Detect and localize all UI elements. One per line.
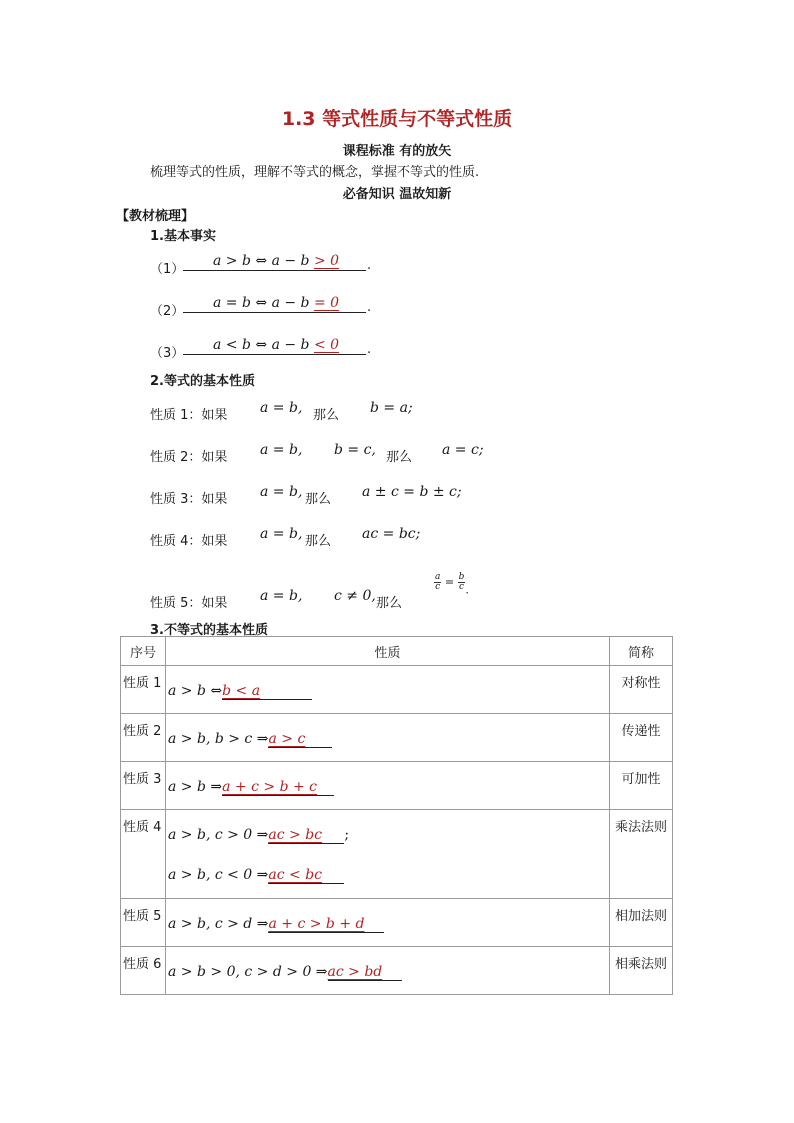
- property-name: 相乘法则: [610, 947, 673, 995]
- property-answer: ac > bc: [268, 827, 323, 843]
- property-name: 可加性: [610, 762, 673, 810]
- column-header: 序号: [121, 637, 166, 666]
- equality-premise: a = b,: [260, 484, 303, 500]
- property-id: 性质 5: [121, 899, 166, 947]
- table-row: [121, 947, 673, 995]
- equality-label: 性质 4：如果: [150, 534, 228, 549]
- equality-premise: b = c,: [334, 442, 376, 458]
- equality-then: 那么: [376, 596, 403, 611]
- standard-heading: 课程标准 有的放矢: [342, 144, 452, 159]
- property-cell: a > b > 0, c > d > 0 ⇒ac > bd: [166, 947, 610, 995]
- fact-answer: > 0: [313, 253, 340, 269]
- property-id: 性质 3: [121, 762, 166, 810]
- table-row: [121, 762, 673, 810]
- inequality-heading: 3.不等式的基本性质: [150, 623, 268, 638]
- column-header: 简称: [610, 637, 673, 666]
- property-id: 性质 4: [121, 810, 166, 899]
- equality-conclusion: a ± c = b ± c;: [362, 484, 462, 500]
- table-row: [121, 810, 673, 899]
- fact-expression: a < b ⇔ a − b < 0: [213, 337, 340, 353]
- property-answer: ac < bc: [268, 867, 323, 883]
- standard-text: 梳理等式的性质，理解不等式的概念，掌握不等式的性质.: [150, 165, 480, 180]
- equality-label: 性质 1：如果: [150, 408, 228, 423]
- equality-then: 那么: [305, 492, 332, 507]
- equality-premise: a = b,: [260, 588, 303, 604]
- equality-label: 性质 3：如果: [150, 492, 228, 507]
- table-row: [121, 899, 673, 947]
- property-name: 传递性: [610, 714, 673, 762]
- equality-then: 那么: [305, 534, 332, 549]
- equality-then: 那么: [386, 450, 413, 465]
- property-cell: a > b, c > d ⇒a + c > b + d: [166, 899, 610, 947]
- fact-end: .: [367, 342, 372, 357]
- page-title: 1.3 等式性质与不等式性质: [281, 108, 513, 130]
- equality-then: 那么: [313, 408, 340, 423]
- table-row: [121, 714, 673, 762]
- section-label: 【教材梳理】: [116, 209, 195, 224]
- equality-premise: a = b,: [260, 400, 303, 416]
- answer-blank: [183, 270, 366, 271]
- fact-end: .: [367, 300, 372, 315]
- property-cell: a > b ⇔b < a: [166, 666, 610, 714]
- equality-conclusion: ac = bc;: [362, 526, 421, 542]
- answer-blank: [183, 312, 366, 313]
- property-id: 性质 6: [121, 947, 166, 995]
- equality-premise: a = b,: [260, 526, 303, 542]
- property-name: 乘法法则: [610, 810, 673, 899]
- fact-number: （2）: [150, 304, 185, 319]
- equality-heading: 2.等式的基本性质: [150, 374, 255, 389]
- property-name: 相加法则: [610, 899, 673, 947]
- equality-label: 性质 2：如果: [150, 450, 228, 465]
- property-cell: a > b, b > c ⇒a > c: [166, 714, 610, 762]
- table-header-row: [121, 637, 673, 666]
- inequality-properties-table: [120, 636, 673, 995]
- fact-answer: < 0: [313, 337, 340, 353]
- column-header: 性质: [166, 637, 610, 666]
- fact-answer: = 0: [313, 295, 340, 311]
- fact-expression: a > b ⇔ a − b > 0: [213, 253, 340, 269]
- equality-premise: a = b,: [260, 442, 303, 458]
- property-id: 性质 1: [121, 666, 166, 714]
- property-answer: b < a: [222, 683, 261, 699]
- fraction-a-over-c: $\frac{a}{c}$: [435, 572, 441, 592]
- property-answer: a + c > b + c: [222, 779, 318, 795]
- property-id: 性质 2: [121, 714, 166, 762]
- equality-conclusion: a = c;: [442, 442, 484, 458]
- property-cell: a > b ⇒a + c > b + c: [166, 762, 610, 810]
- knowledge-heading: 必备知识 温故知新: [342, 187, 452, 202]
- table-row: [121, 666, 673, 714]
- equality-label: 性质 5：如果: [150, 596, 228, 611]
- fact-end: .: [367, 258, 372, 273]
- fact-expression: a = b ⇔ a − b = 0: [213, 295, 340, 311]
- fraction-b-over-c: $\frac{b}{c}$: [458, 572, 465, 592]
- fraction-expression: $\frac{a}{c}$ = $\frac{b}{c}$ .: [435, 572, 469, 597]
- equality-conclusion: b = a;: [370, 400, 413, 416]
- equality-premise: c ≠ 0,: [334, 588, 376, 604]
- property-answer: a > c: [268, 731, 306, 747]
- basic-facts-heading: 1.基本事实: [150, 229, 216, 244]
- answer-blank: [183, 354, 366, 355]
- property-name: 对称性: [610, 666, 673, 714]
- property-answer: ac > bd: [327, 964, 383, 980]
- fact-number: （1）: [150, 262, 185, 277]
- fact-number: （3）: [150, 346, 185, 361]
- property-cell: a > b, c > 0 ⇒ac > bc ; a > b, c < 0 ⇒ac < bc: [166, 810, 610, 899]
- property-answer: a + c > b + d: [268, 916, 365, 932]
